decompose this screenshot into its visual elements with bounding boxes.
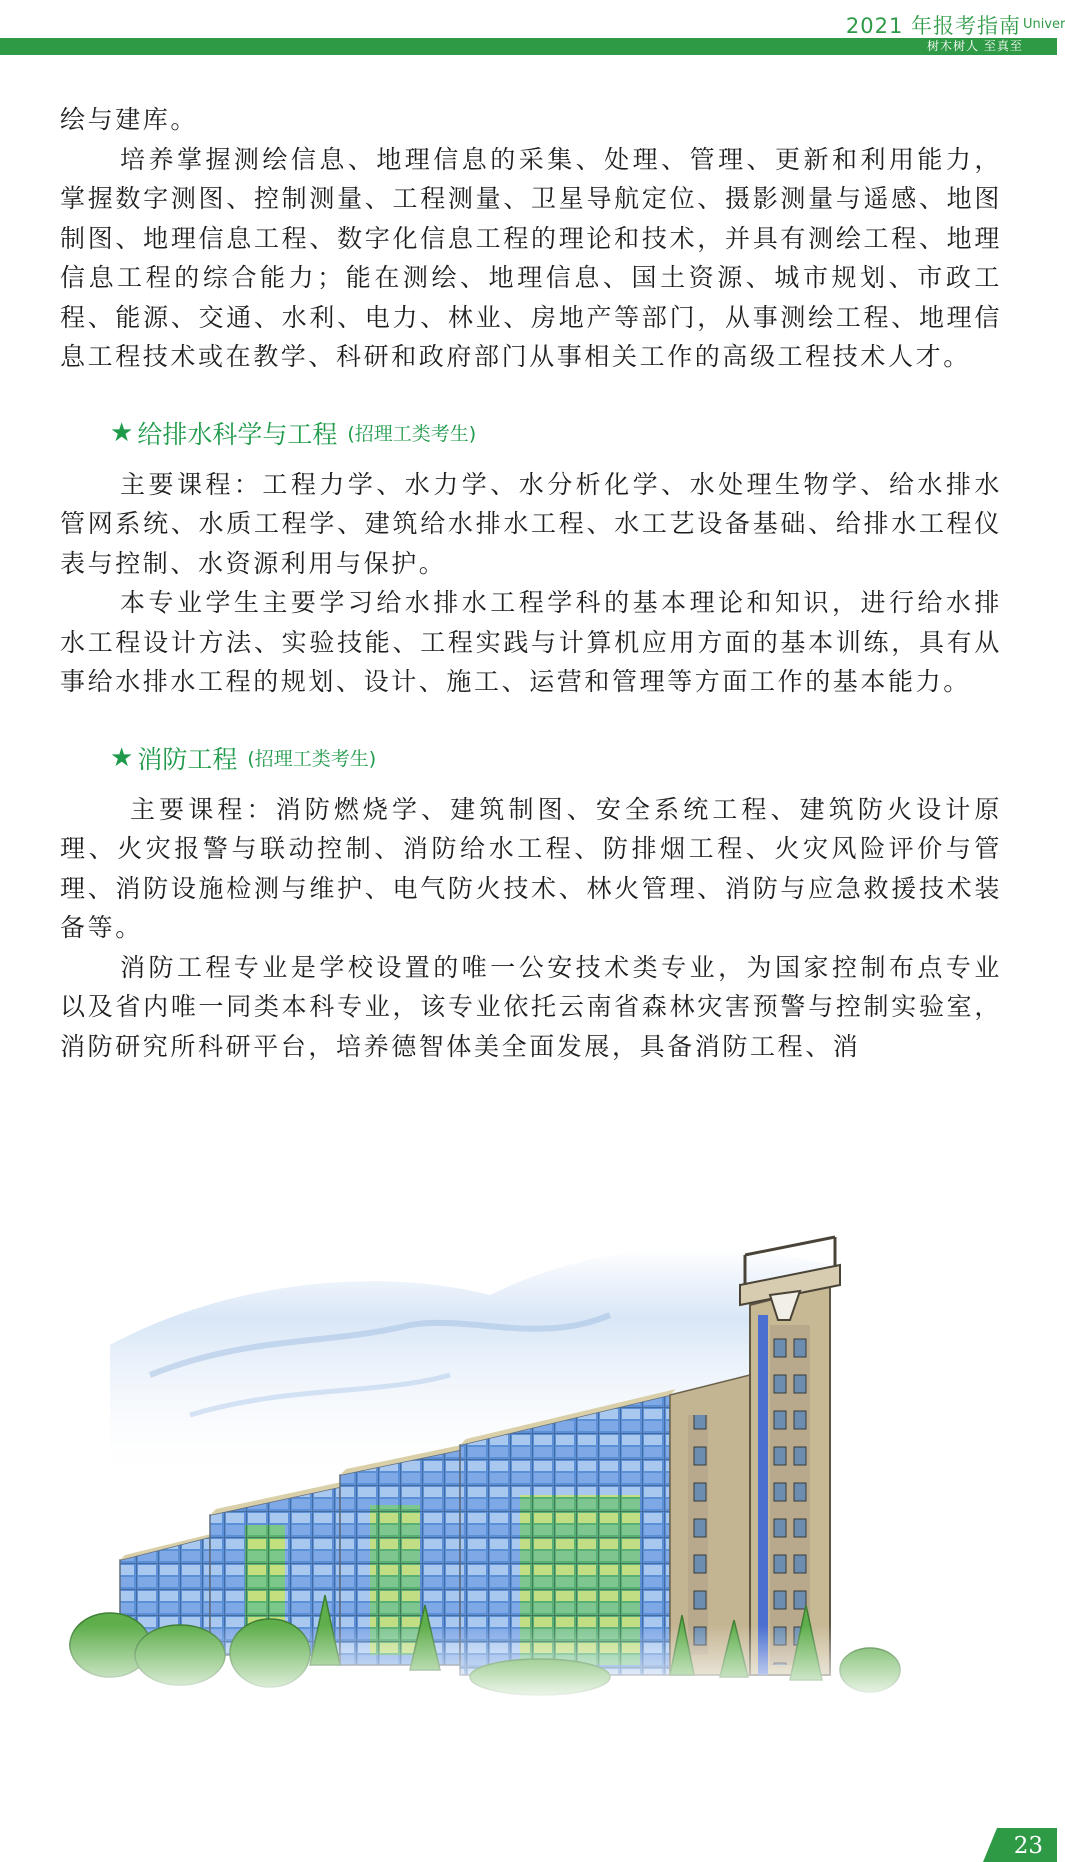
section-title: 给排水科学与工程 xyxy=(137,419,338,449)
paragraph-fire-courses: 主要课程：消防燃烧学、建筑制图、安全系统工程、建筑防火设计原理、火灾报警与联动控制、消防给水工程、防排烟工程、火灾风险评价与管理、消防设施检测与维护、电气防火技术、林火管理、消防与应急救援技术装备等。 xyxy=(60,794,1002,942)
paragraph-water-description: 本专业学生主要学习给水排水工程学科的基本理论和知识，进行给水排水工程设计方法、实验技能、工程实践与计算机应用方面的基本训练，具有从事给水排水工程的规划、设计、施工、运营和管理等方面工作的基本能力。 xyxy=(60,588,1002,696)
paragraph-fire-description: 消防工程专业是学校设置的唯一公安技术类专业，为国家控制布点专业以及省内唯一同类本科专业，该专业依托云南省森林灾害预警与控制实验室，消防研究所科研平台，培养德智体美全面发展，具备消防工程、消 xyxy=(60,952,1002,1061)
header-motto: 树木树人 至真至 xyxy=(927,39,1023,53)
page-number: 23 xyxy=(1013,1833,1043,1859)
section-note: (招理工类考生) xyxy=(347,423,477,445)
header-university-text: Univer xyxy=(1023,17,1065,32)
section-heading-water-engineering xyxy=(110,413,1002,453)
star-icon: ★ xyxy=(110,742,134,773)
paragraph-surveying-training: 培养掌握测绘信息、地理信息的采集、处理、管理、更新和利用能力，掌握数字测图、控制测量、工程测量、卫星导航定位、摄影测量与遥感、地图制图、地理信息工程、数字化信息工程的理论和技术，并具有测绘工程、地理信息工程的综合能力；能在测绘、地理信息、国土资源、城市规划、市政工程、能源、交通、水利、电力、林业、房地产等部门，从事测绘工程、地理信息工程技术或在教学、科研和政府部门从事相关工作的高级工程技术人才。 xyxy=(60,144,1002,371)
paragraph-continuation: 绘与建库。 xyxy=(60,105,199,134)
page-content xyxy=(60,100,1002,1066)
star-icon: ★ xyxy=(110,417,134,448)
paragraph-water-courses: 主要课程：工程力学、水力学、水分析化学、水处理生物学、给水排水管网系统、水质工程学、建筑给水排水工程、水工艺设备基础、给排水工程仪表与控制、水资源利用与保护。 xyxy=(60,469,1002,578)
section-heading-fire-engineering xyxy=(110,738,1002,778)
header-title: 2021 年报考指南 xyxy=(845,14,1021,38)
header-bar xyxy=(0,38,1057,55)
section-note: (招理工类考生) xyxy=(247,748,377,770)
section-title: 消防工程 xyxy=(137,744,238,774)
campus-building-illustration xyxy=(70,1225,970,1705)
